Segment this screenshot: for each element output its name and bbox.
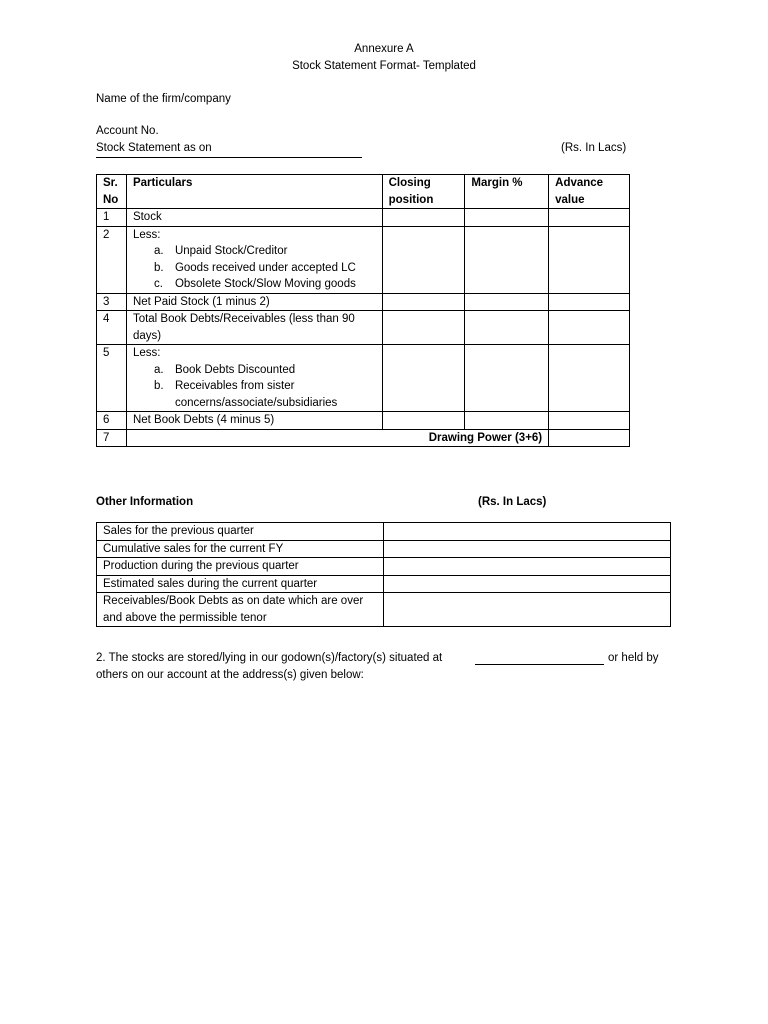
advance-value-cell[interactable] [549, 412, 630, 430]
closing-position-cell[interactable] [382, 412, 465, 430]
info-label-cell: Estimated sales during the current quarter [97, 575, 384, 593]
closing-position-cell[interactable] [382, 209, 465, 227]
sr-cell: 5 [97, 345, 127, 412]
particulars-cell: Net Paid Stock (1 minus 2) [126, 293, 382, 311]
table-row [97, 345, 630, 412]
list-item-text: Goods received under accepted LC [174, 261, 356, 274]
firm-name-label: Name of the firm/company [96, 93, 231, 105]
table-row [97, 209, 630, 227]
other-info-units: (Rs. In Lacs) [478, 496, 547, 508]
margin-cell[interactable] [465, 209, 549, 227]
header-closing-position: Closing position [382, 175, 465, 209]
table-row [97, 575, 671, 593]
page-title: Stock Statement Format- Templated [292, 60, 476, 72]
closing-position-cell[interactable] [382, 311, 465, 345]
margin-cell[interactable] [465, 345, 549, 412]
closing-position-cell[interactable] [382, 226, 465, 293]
list-marker: a. [153, 245, 164, 257]
sr-cell: 7 [97, 429, 127, 447]
list-item [133, 362, 382, 379]
less-label: Less: [132, 228, 161, 241]
list-item [133, 260, 382, 277]
address-blank-line [475, 664, 604, 665]
table-row [97, 429, 630, 447]
deduction-list [133, 243, 382, 293]
storage-statement-end: or held by [608, 652, 659, 664]
table-row [97, 293, 630, 311]
sr-cell: 3 [97, 293, 127, 311]
margin-cell[interactable] [465, 311, 549, 345]
info-value-cell[interactable] [383, 558, 670, 576]
sr-cell: 2 [97, 226, 127, 293]
info-value-cell[interactable] [383, 575, 670, 593]
statement-as-on-label: Stock Statement as on [96, 142, 212, 154]
storage-statement-line2: others on our account at the address(s) given below: [96, 669, 364, 681]
table-row [97, 311, 630, 345]
advance-value-cell[interactable] [549, 345, 630, 412]
stock-statement-table [96, 174, 630, 447]
list-marker: a. [153, 363, 164, 376]
list-item-text: Unpaid Stock/Creditor [174, 245, 288, 257]
drawing-power-value-cell[interactable] [549, 429, 630, 447]
table-row [97, 558, 671, 576]
drawing-power-label: Drawing Power (3+6) [126, 429, 548, 447]
signature-underline [96, 157, 362, 158]
list-item [133, 276, 382, 293]
units-label: (Rs. In Lacs) [561, 142, 627, 154]
sr-cell: 4 [97, 311, 127, 345]
info-label-cell: Production during the previous quarter [97, 558, 384, 576]
advance-value-cell[interactable] [549, 293, 630, 311]
closing-position-cell[interactable] [382, 345, 465, 412]
table-header-row [97, 175, 630, 209]
advance-value-cell[interactable] [549, 209, 630, 227]
other-info-title: Other Information [96, 496, 194, 508]
margin-cell[interactable] [465, 226, 549, 293]
header-margin: Margin % [465, 175, 549, 209]
list-item-text: Obsolete Stock/Slow Moving goods [174, 278, 356, 290]
table-row [97, 540, 671, 558]
sr-cell: 6 [97, 412, 127, 430]
closing-position-cell[interactable] [382, 293, 465, 311]
advance-value-cell[interactable] [549, 226, 630, 293]
table-row [97, 226, 630, 293]
info-label-cell: Receivables/Book Debts as on date which are over and above the permissible tenor [97, 593, 384, 627]
particulars-cell: Total Book Debts/Receivables (less than 90 days) [126, 311, 382, 345]
particulars-cell [126, 226, 382, 293]
info-value-cell[interactable] [383, 523, 670, 541]
list-item [133, 378, 382, 411]
info-value-cell[interactable] [383, 540, 670, 558]
deduction-list [133, 362, 382, 412]
particulars-cell [126, 345, 382, 412]
info-label-cell: Cumulative sales for the current FY [97, 540, 384, 558]
list-marker: b. [153, 261, 164, 274]
info-label-cell: Sales for the previous quarter [97, 523, 384, 541]
sr-cell: 1 [97, 209, 127, 227]
particulars-cell: Net Book Debts (4 minus 5) [126, 412, 382, 430]
table-row [97, 593, 671, 627]
header-particulars: Particulars [126, 175, 382, 209]
list-marker: b. [153, 380, 164, 392]
table-row [97, 523, 671, 541]
other-info-table [96, 522, 671, 627]
list-marker: c. [153, 278, 163, 290]
margin-cell[interactable] [465, 412, 549, 430]
info-value-cell[interactable] [383, 593, 670, 627]
particulars-cell: Stock [126, 209, 382, 227]
header-sr-no: Sr. No [97, 175, 127, 209]
storage-statement-start: 2. The stocks are stored/lying in our godown(s)/factory(s) situated at [96, 652, 443, 664]
list-item-text: Book Debts Discounted [174, 363, 296, 376]
margin-cell[interactable] [465, 293, 549, 311]
header-advance-value: Advance value [549, 175, 630, 209]
list-item [133, 243, 382, 260]
annexure-label: Annexure A [354, 43, 414, 55]
table-row [97, 412, 630, 430]
less-label: Less: [132, 347, 161, 359]
advance-value-cell[interactable] [549, 311, 630, 345]
list-item-text: Receivables from sister concerns/associate/subsidiaries [174, 380, 338, 409]
account-no-label: Account No. [96, 125, 159, 137]
